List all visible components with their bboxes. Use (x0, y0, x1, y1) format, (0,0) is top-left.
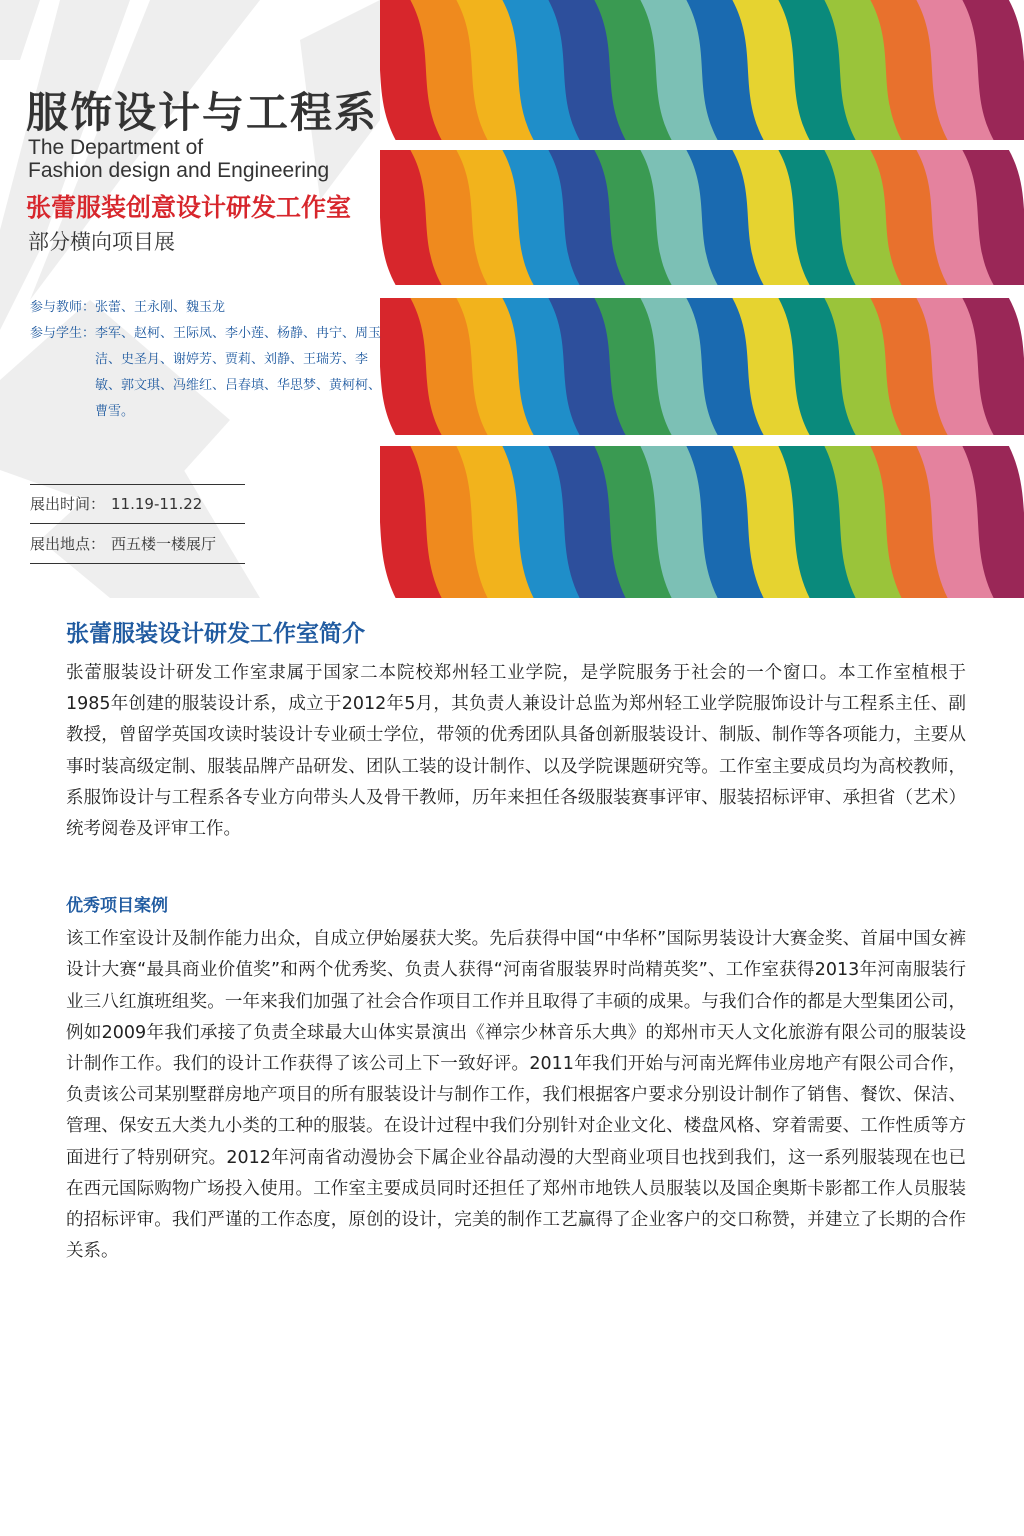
students-names: 李军、赵柯、王际凤、李小莲、杨静、冉宁、周玉洁、史圣月、谢婷芳、贾莉、刘静、王瑞芳、李敏、郭文琪、冯维红、吕春填、华思梦、黄柯柯、曹雪。 (95, 326, 382, 419)
students-row (30, 321, 390, 425)
department-title-en (28, 136, 388, 182)
teachers-label: 参与教师： (30, 300, 96, 315)
participants (30, 295, 390, 425)
exhibit-time-label: 展出时间： (30, 495, 106, 513)
department-title-cn: 服饰设计与工程系 (26, 88, 379, 137)
exhibit-time-value: 11.19-11.22 (111, 495, 203, 513)
exhibit-place-value: 西五楼一楼展厅 (111, 535, 217, 553)
exhibit-place (30, 533, 216, 554)
teachers-row (30, 295, 390, 321)
department-title-en-line1: The Department of (28, 136, 204, 159)
intro-title: 张蕾服装设计研发工作室简介 (66, 621, 365, 647)
exhibit-title: 部分横向项目展 (28, 230, 175, 254)
divider (30, 484, 245, 485)
exhibit-time (30, 493, 202, 514)
exhibit-place-label: 展出地点： (30, 535, 106, 553)
poster-header (0, 0, 1024, 598)
department-title-en-line2: Fashion design and Engineering (28, 159, 330, 182)
students-label: 参与学生： (30, 326, 96, 341)
rainbow-stripes (380, 0, 1024, 598)
teachers-names: 张蕾、王永刚、魏玉龙 (95, 300, 226, 315)
intro-text: 张蕾服装设计研发工作室隶属于国家二本院校郑州轻工业学院，是学院服务于社会的一个窗口。本工作室植根于1985年创建的服装设计系，成立于2012年5月，其负责人兼设计总监为郑州轻工业学院服饰设计与工程系主任、副教授，曾留学英国攻读时装设计专业硕士学位，带领的优秀团队具备创新服装设计、制版、制作等各项能力，主要从事时装高级定制、服装品牌产品研发、团队工装的设计制作、以及学院课题研究等。工作室主要成员均为高校教师，系服饰设计与工程系各专业方向带头人及骨干教师，历年来担任各级服装赛事评审、服装招标评审、承担省（艺术）统考阅卷及评审工作。 (66, 663, 966, 840)
cases-title: 优秀项目案例 (66, 896, 168, 917)
cases-text: 该工作室设计及制作能力出众，自成立伊始屡获大奖。先后获得中国“中华杯”国际男装设计大赛金奖、首届中国女裤设计大赛“最具商业价值奖”和两个优秀奖、负责人获得“河南省服装界时尚精英奖”、工作室获得2013年河南服装行业三八红旗班组奖。一年来我们加强了社会合作项目工作并且取得了丰硕的成果。与我们合作的都是大型集团公司，例如2009年我们承接了负责全球最大山体实景演出《禅宗少林音乐大典》的郑州市天人文化旅游有限公司的服装设计制作工作。我们的设计工作获得了该公司上下一致好评。2011年我们开始与河南光辉伟业房地产有限公司合作，负责该公司某别墅群房地产项目的所有服装设计与制作工作，我们根据客户要求分别设计制作了销售、餐饮、保洁、管理、保安五大类九小类的工种的服装。在设计过程中我们分别针对企业文化、楼盘风格、穿着需要、工作性质等方面进行了特别研究。2012年河南省动漫协会下属企业谷晶动漫的大型商业项目也找到我们，这一系列服装现在也已在西元国际购物广场投入使用。工作室主要成员同时还担任了郑州市地铁人员服装以及国企奥斯卡影都工作人员服装的招标评审。我们严谨的工作态度，原创的设计，完美的制作工艺赢得了企业客户的交口称赞，并建立了长期的合作关系。 (66, 929, 966, 1262)
divider (30, 563, 245, 564)
divider (30, 523, 245, 524)
studio-title: 张蕾服装创意设计研发工作室 (26, 193, 352, 222)
content (66, 615, 966, 1267)
